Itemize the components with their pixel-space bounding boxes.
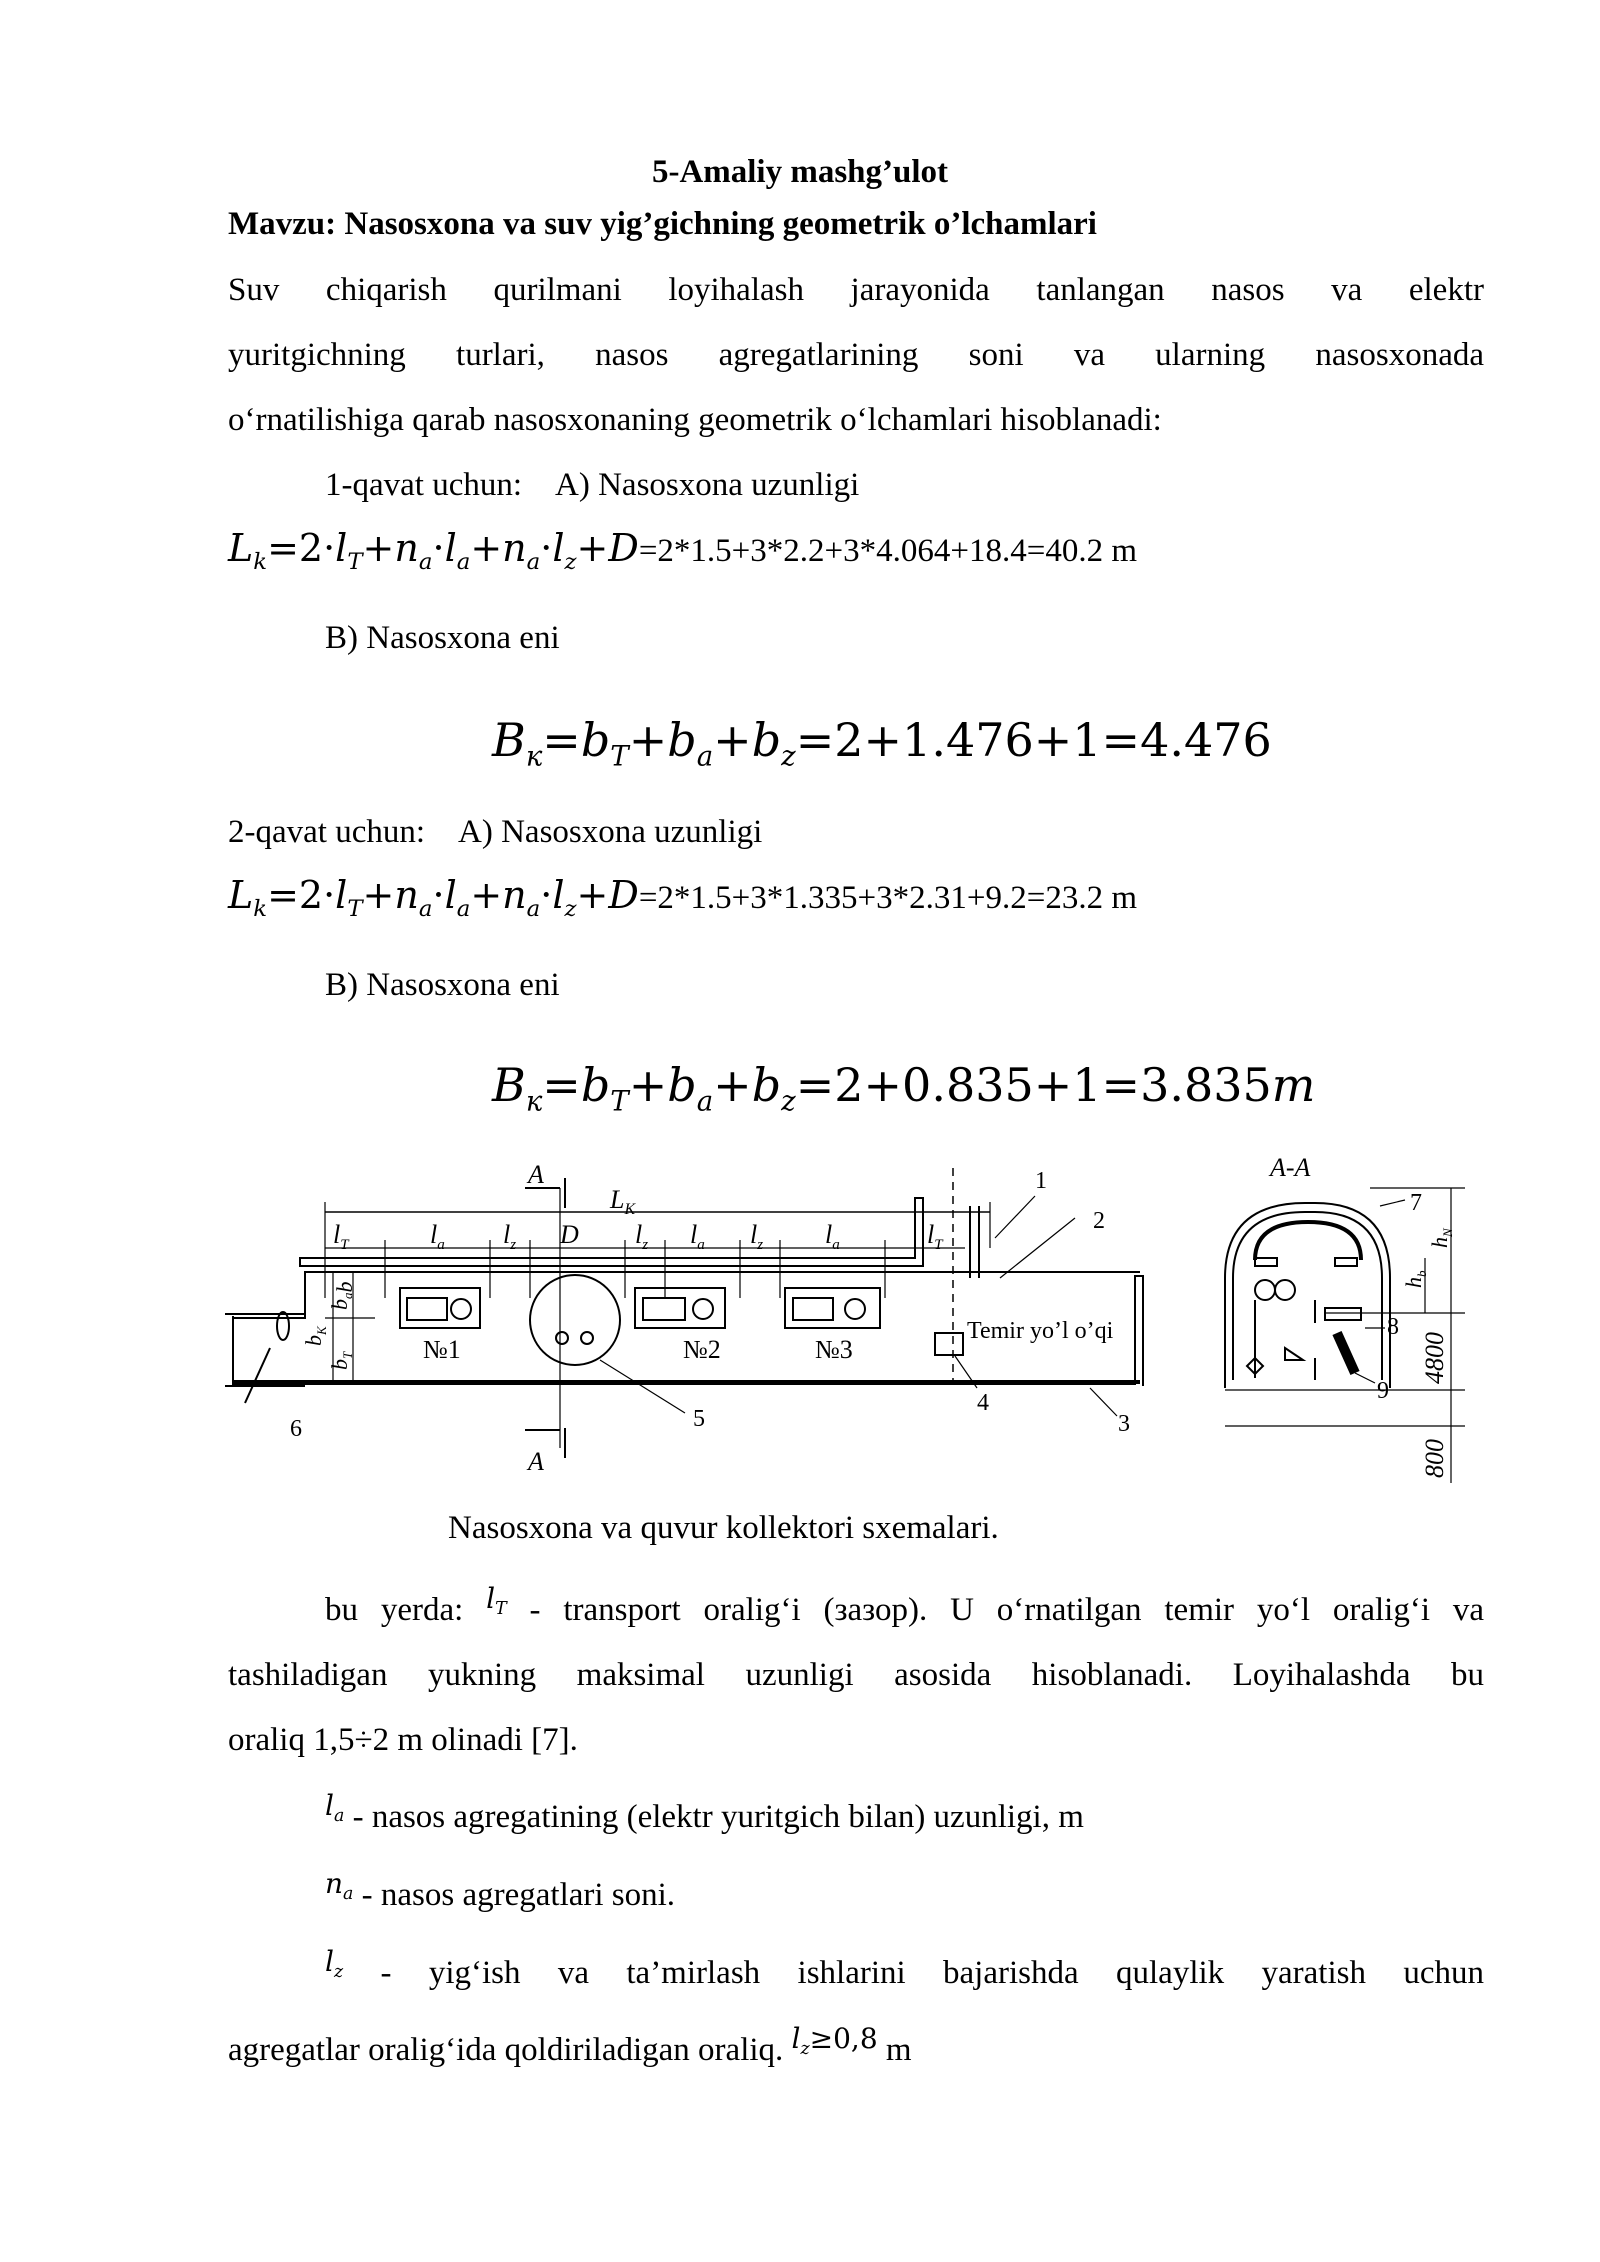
floor2-heading	[228, 812, 1484, 852]
pump-unit-2	[635, 1288, 725, 1328]
floor2-length-calc: =2*1.5+3*1.335+3*2.31+9.2=23.2 m	[638, 880, 1138, 916]
well-circle	[530, 1275, 620, 1365]
def-lz-line-2	[228, 2022, 1484, 2081]
floor2-a-label: A) Nasosxona uzunligi	[458, 814, 763, 850]
width-formula-symbolic: $B_к=b_T+b_a+b_z$	[492, 713, 796, 773]
floor1-label: 1-qavat uchun:	[325, 467, 523, 503]
def-na-text: - nasos agregatlari soni.	[353, 1877, 676, 1913]
symbol-la: la	[325, 1789, 345, 1827]
def-lt-line-3: oraliq 1,5÷2 m olinadi [7].	[228, 1722, 578, 1758]
callout-1: 1	[1035, 1168, 1047, 1194]
pump-label-1: №1	[423, 1335, 461, 1364]
floor2-length-formula	[228, 875, 1484, 929]
length-label-l: L	[610, 1185, 625, 1214]
figure-caption: Nasosxona va quvur kollektori sxemalari.	[448, 1510, 999, 1546]
def-la	[325, 1789, 1581, 1848]
def-lt-line-2: tashiladigan yukning maksimal uzunligi asosida hisoblanadi. Loyihalashda bu	[228, 1657, 1484, 1693]
dim-ba: $b_ab$	[327, 1281, 357, 1310]
floor2-width-calc: =2+0.835+1=3.835	[795, 1058, 1272, 1112]
def-lz-line-1	[325, 1945, 1484, 2004]
def-lz-text-2: agregatlar oralig‘ida qoldiriladigan oraliq.	[228, 2032, 784, 2068]
item-4-box	[935, 1333, 963, 1355]
def-lt-prefix: bu yerda:	[325, 1592, 464, 1628]
dim-la-3: $l_a$	[825, 1220, 840, 1253]
symbol-lz: lz	[325, 1945, 344, 1983]
dim-800: 800	[1420, 1439, 1449, 1478]
floor2-width-unit: m	[1271, 1058, 1316, 1112]
lz-condition: ≥0,8	[809, 2022, 878, 2055]
symbol-lt: lT	[486, 1582, 507, 1620]
callout-4: 4	[977, 1390, 989, 1416]
dim-bk: $b_K$	[301, 1326, 329, 1346]
def-na	[325, 1867, 1581, 1926]
callout-3: 3	[1118, 1411, 1130, 1437]
intro-line-1: Suv chiqarish qurilmani loyihalash jarayonida tanlangan nasos va elektr	[228, 272, 1484, 308]
symbol-lz-2: lz≥0,8	[791, 2022, 878, 2060]
floor1-width-formula	[492, 713, 1600, 777]
rail-axis-label: Temir yo’l o’qi	[967, 1318, 1114, 1344]
floor1-length-formula	[228, 528, 1484, 582]
floor2-width-formula	[492, 1058, 1600, 1122]
callout-5: 5	[693, 1406, 705, 1432]
section-mark-top: A	[528, 1160, 544, 1189]
callout-2: 2	[1093, 1208, 1105, 1234]
dim-lz-3: $l_z$	[750, 1220, 764, 1253]
floor1-a-label: A) Nasosxona uzunligi	[555, 467, 860, 503]
dim-lt-right: $l_T$	[927, 1220, 943, 1253]
dim-lz-1: $l_z$	[503, 1220, 517, 1253]
pump-unit-1	[400, 1288, 480, 1328]
floor2-b-label: B) Nasosxona eni	[325, 967, 560, 1003]
floor2-label: 2-qavat uchun:	[228, 814, 426, 850]
floor1-width-calc: =2+1.476+1=4.476	[795, 713, 1272, 767]
dim-la-2: $l_a$	[690, 1220, 705, 1253]
dim-hb: $h_b$	[1401, 1270, 1429, 1288]
width-formula-symbolic-2: $B_к=b_T+b_a+b_z$	[492, 1058, 796, 1118]
callout-6: 6	[290, 1416, 302, 1442]
callout-7: 7	[1410, 1190, 1422, 1216]
page-title: 5-Amaliy mashg’ulot	[651, 154, 949, 190]
topic-heading: Mavzu: Nasosxona va suv yig’gichning geometrik o’lchamlari	[228, 206, 1097, 242]
def-la-text: - nasos agregatining (elektr yuritgich bilan) uzunligi, m	[344, 1799, 1084, 1835]
dim-4800: 4800	[1420, 1332, 1449, 1384]
d-label: D	[560, 1220, 579, 1249]
floor1-heading	[325, 465, 1581, 505]
dim-lt-left: $l_T$	[333, 1220, 349, 1253]
lz-unit: m	[885, 2032, 912, 2068]
pump-label-3: №3	[815, 1335, 853, 1364]
section-mark-bottom: A	[528, 1447, 544, 1476]
dim-la-1: $l_a$	[430, 1220, 445, 1253]
pump-label-2: №2	[683, 1335, 721, 1364]
floor1-length-calc: =2*1.5+3*2.2+3*4.064+18.4=40.2 m	[638, 533, 1138, 569]
dim-bt: $b_T$	[327, 1351, 355, 1370]
dim-hn: $h_N$	[1427, 1228, 1455, 1248]
symbol-na: na	[325, 1867, 354, 1905]
intro-line-3: o‘rnatilishiga qarab nasosxonaning geometrik o‘lchamlari hisoblanadi:	[228, 402, 1162, 438]
room-top-line	[233, 1272, 1140, 1318]
def-lz-text: - yig‘ish va ta’mirlash ishlarini bajarishda qulaylik yaratish uchun	[343, 1955, 1484, 1991]
floor1-b-label: B) Nasosxona eni	[325, 620, 560, 656]
length-formula-symbolic-2: $L_k=2\cdot l_T+n_a\cdot l_a+n_a\cdot l_z+D$	[228, 873, 639, 922]
callout-9: 9	[1377, 1378, 1389, 1404]
callout-8: 8	[1387, 1314, 1399, 1340]
length-label	[609, 1185, 636, 1218]
intro-line-2: yuritgichning turlari, nasos agregatlarining soni va ularning nasosxonada	[228, 337, 1484, 373]
def-lt-line-1	[325, 1582, 1484, 1641]
length-formula-symbolic: $L_k=2\cdot l_T+n_a\cdot l_a+n_a\cdot l_z+D$	[228, 526, 639, 575]
length-label-k: K	[624, 1201, 636, 1218]
dim-lz-2: $l_z$	[635, 1220, 649, 1253]
def-lt-text: - transport oralig‘i (зазор). U o‘rnatilgan temir yo‘l oralig‘i va	[506, 1592, 1484, 1628]
pump-station-diagram	[225, 1148, 1485, 1488]
section-title: A-A	[1270, 1153, 1311, 1182]
